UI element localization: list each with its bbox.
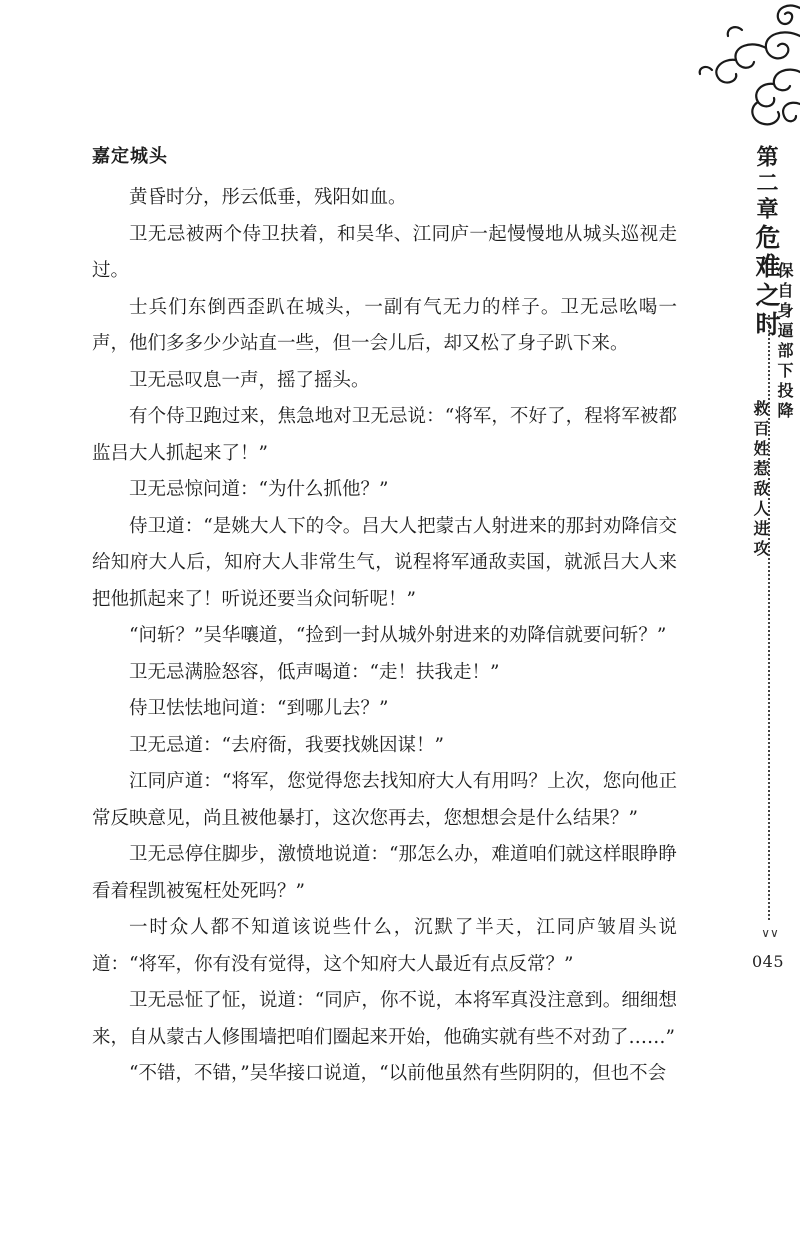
body-text bbox=[92, 180, 677, 1093]
dotted-divider bbox=[768, 315, 770, 920]
paragraph: 士兵们东倒西歪趴在城头，一副有气无力的样子。卫无忌吆喝一声，他们多多少少站直一些，但一会儿后，却又松了身子趴下来。 bbox=[92, 296, 677, 354]
chapter-subtitle-2: 救百姓惹敌人进攻 bbox=[751, 400, 770, 560]
paragraph: 卫无忌怔了怔，说道：“同庐，你不说，本将军真没注意到。细细想来，自从蒙古人修围墙把咱们圈起来开始，他确实就有些不对劲了……” bbox=[92, 990, 677, 1048]
paragraph: 侍卫怯怯地问道：“到哪儿去？” bbox=[129, 698, 389, 719]
paragraph: 一时众人都不知道该说些什么，沉默了半天，江同庐皱眉头说道：“将军，你有没有觉得，这个知府大人最近有点反常？” bbox=[92, 917, 677, 975]
paragraph: 卫无忌惊问道：“为什么抓他？” bbox=[129, 479, 389, 500]
paragraph: 侍卫道：“是姚大人下的令。吕大人把蒙古人射进来的那封劝降信交给知府大人后，知府大人非常生气，说程将军通敌卖国，就派吕大人来把他抓起来了！听说还要当众问斩呢！” bbox=[92, 515, 677, 610]
chevron-marker-icon: ∨∨ bbox=[761, 926, 779, 940]
paragraph: 卫无忌满脸怒容，低声喝道：“走！扶我走！” bbox=[129, 661, 500, 683]
cloud-ornament-icon bbox=[692, 0, 800, 140]
paragraph: “不错，不错，”吴华接口说道，“以前他虽然有些阴阴的，但也不会 bbox=[129, 1063, 667, 1084]
paragraph: 卫无忌被两个侍卫扶着，和吴华、江同庐一起慢慢地从城头巡视走过。 bbox=[92, 223, 677, 281]
paragraph: 江同庐道：“将军，您觉得您去找知府大人有用吗？上次，您向他正常反映意见，尚且被他暴打，这次您再去，您想想会是什么结果？” bbox=[92, 771, 677, 829]
paragraph: 卫无忌道：“去府衙，我要找姚因谋！” bbox=[129, 734, 444, 756]
section-heading: 嘉定城头 bbox=[92, 146, 168, 167]
paragraph: 卫无忌叹息一声，摇了摇头。 bbox=[129, 369, 370, 391]
paragraph: “问斩？”吴华嚷道，“捡到一封从城外射进来的劝降信就要问斩？” bbox=[129, 625, 667, 646]
paragraph: 卫无忌停住脚步，激愤地说道：“那怎么办，难道咱们就这样眼睁睁看着程凯被冤枉处死吗？” bbox=[92, 844, 677, 902]
chapter-title: 危难之时 bbox=[752, 224, 781, 340]
paragraph: 黄昏时分，彤云低垂，残阳如血。 bbox=[129, 187, 407, 208]
chapter-subtitle-1: 保自身逼部下投降 bbox=[775, 262, 794, 422]
chapter-number: 第二章 bbox=[753, 145, 779, 223]
page-number: 045 bbox=[752, 952, 785, 971]
paragraph: 有个侍卫跑过来，焦急地对卫无忌说：“将军，不好了，程将军被都监吕大人抓起来了！” bbox=[92, 406, 677, 464]
